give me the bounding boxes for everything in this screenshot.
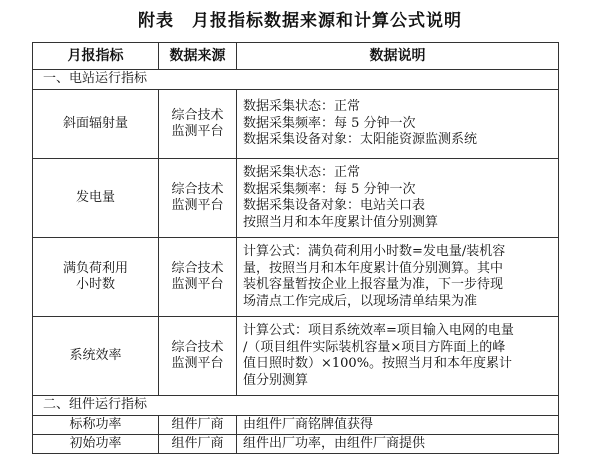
data-source: 组件厂商	[159, 435, 237, 454]
section-title: 二、组件运行指标	[33, 396, 559, 416]
indicator-name: 斜面辐射量	[33, 90, 159, 159]
table-row	[33, 90, 559, 159]
section-row	[33, 396, 559, 416]
table-row	[33, 416, 559, 435]
data-source: 综合技术 监测平台	[159, 90, 237, 159]
data-source: 综合技术 监测平台	[159, 317, 237, 396]
section-title: 一、电站运行指标	[33, 70, 559, 90]
table-row	[33, 238, 559, 317]
data-description: 数据采集状态：正常 数据采集频率：每 5 分钟一次 数据采集设备对象：电站关口表 按照当月和本年度累计值分别测算	[237, 159, 559, 238]
table-header-row	[33, 43, 559, 70]
header-description: 数据说明	[237, 43, 559, 70]
data-source: 综合技术 监测平台	[159, 238, 237, 317]
data-description: 数据采集状态：正常 数据采集频率：每 5 分钟一次 数据采集设备对象：太阳能资源监测系统	[237, 90, 559, 159]
document-title: 附表 月报指标数据来源和计算公式说明	[138, 11, 462, 31]
indicator-name: 系统效率	[33, 317, 159, 396]
data-description: 计算公式：满负荷利用小时数=发电量/装机容 量，按照当月和本年度累计值分别测算。其中 装机容量暂按企业上报容量为准，下一步待现 场清点工作完成后，以现场清单结果为准	[237, 238, 559, 317]
indicator-name: 满负荷利用 小时数	[33, 238, 159, 317]
header-source: 数据来源	[159, 43, 237, 70]
data-description: 组件出厂功率，由组件厂商提供	[237, 435, 559, 454]
header-indicator: 月报指标	[33, 43, 159, 70]
data-description: 计算公式：项目系统效率=项目输入电网的电量 /（项目组件实际装机容量×项目方阵面上的峰 值日照时数）×100%。按照当月和本年度累计 值分别测算	[237, 317, 559, 396]
data-description: 由组件厂商铭牌值获得	[237, 416, 559, 435]
data-source: 综合技术 监测平台	[159, 159, 237, 238]
table-row	[33, 317, 559, 396]
table-row	[33, 435, 559, 454]
table-row	[33, 159, 559, 238]
indicator-name: 发电量	[33, 159, 159, 238]
data-source: 组件厂商	[159, 416, 237, 435]
indicator-table	[32, 42, 559, 454]
indicator-name: 初始功率	[33, 435, 159, 454]
indicator-name: 标称功率	[33, 416, 159, 435]
section-row	[33, 70, 559, 90]
